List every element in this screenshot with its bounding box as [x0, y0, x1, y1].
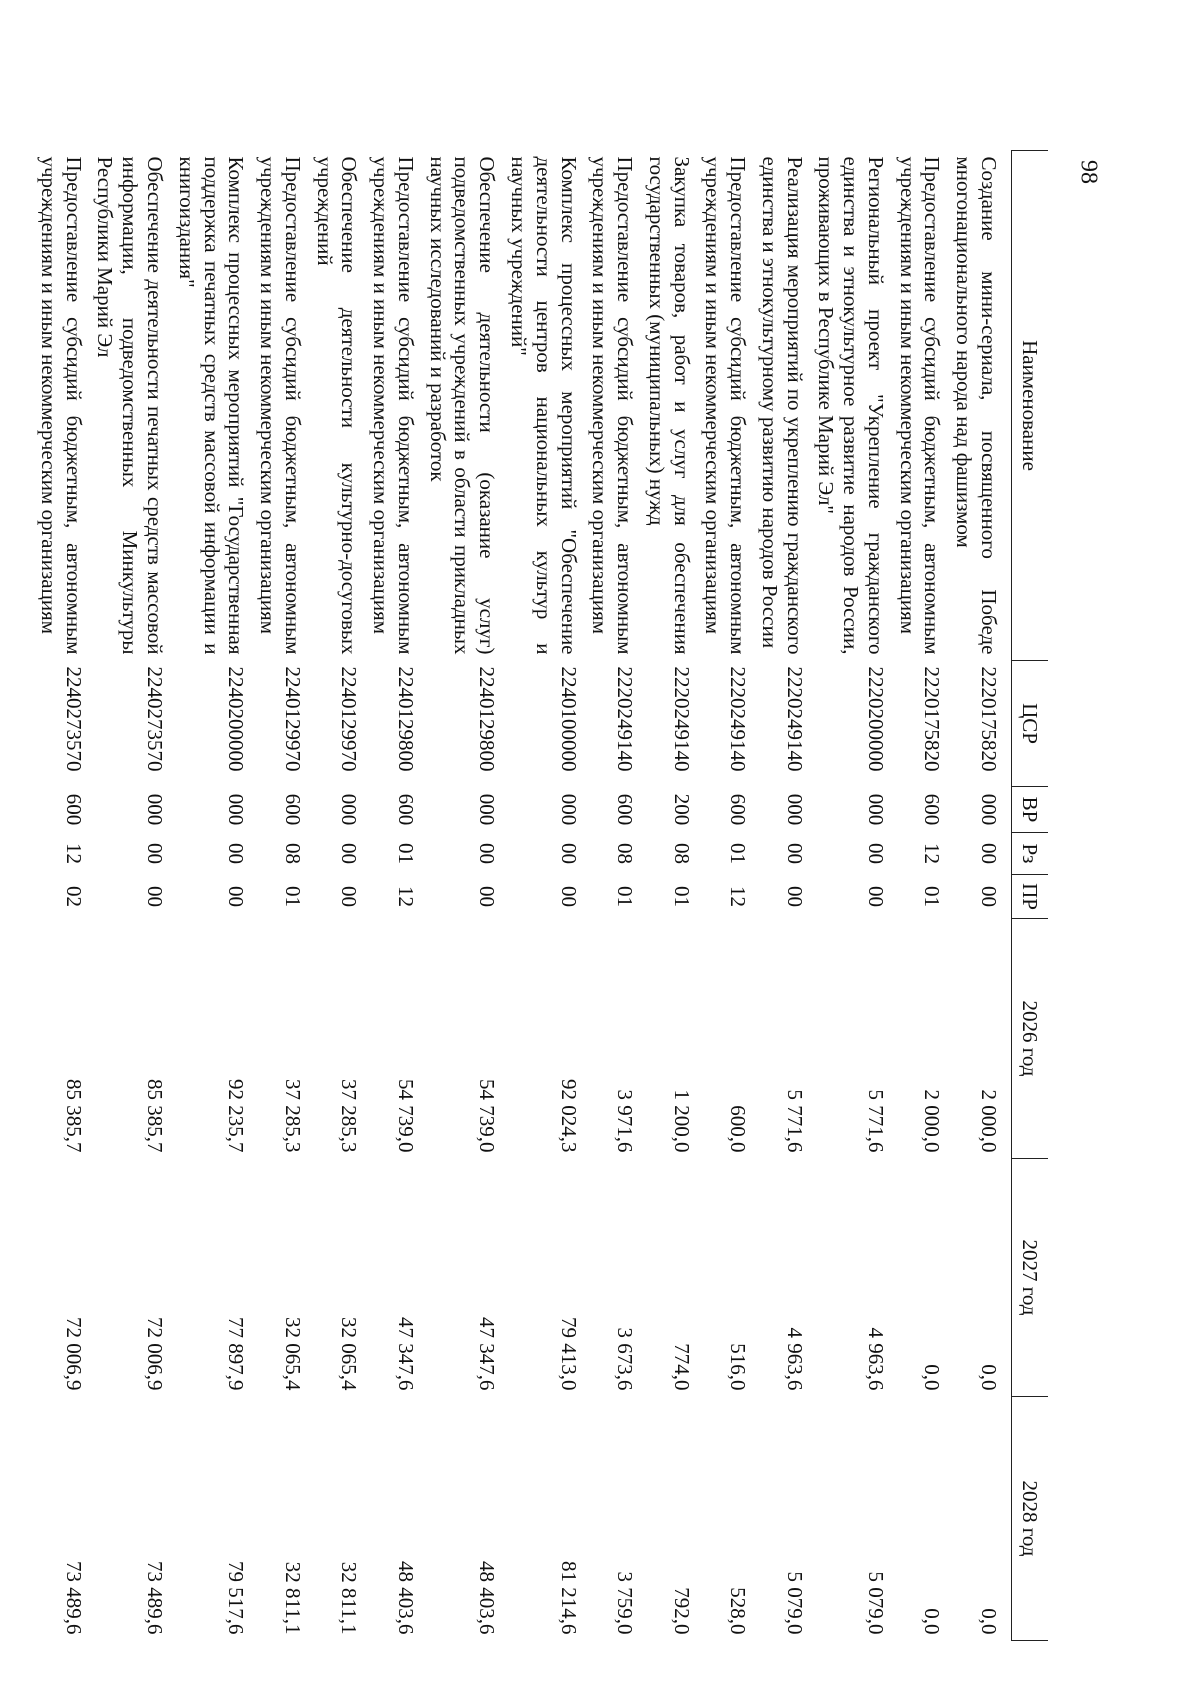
row-pr: 00: [143, 886, 168, 907]
row-2026: 5 771,6: [863, 1089, 888, 1153]
row-rz: 00: [224, 843, 249, 864]
row-rz: 12: [920, 843, 945, 864]
row-vr: 200: [669, 793, 694, 826]
rotated-page-content: [36, 150, 1048, 1640]
row-2027: 47 347,6: [393, 1317, 418, 1391]
row-2026: 92 235,7: [224, 1079, 249, 1153]
row-name: Создание мини-сериала, посвященного Победе многонационального народа над фашизмом: [952, 156, 1001, 655]
row-2026: 85 385,7: [143, 1079, 168, 1153]
row-pr: 12: [726, 886, 751, 907]
row-rz: 08: [280, 843, 305, 864]
table-row: [309, 151, 366, 1641]
table-row: [892, 151, 949, 1641]
table-row: [365, 151, 422, 1641]
row-vr: 000: [224, 793, 249, 826]
row-2027: 3 673,6: [613, 1327, 638, 1391]
row-2026: 54 739,0: [393, 1079, 418, 1153]
row-2027: 774,0: [669, 1343, 694, 1391]
row-2028: 0,0: [920, 1608, 945, 1635]
row-name: Обеспечение деятельности печатных средств массовой информации, подведомственных Минкультуры Республики Марий Эл: [93, 156, 168, 655]
row-pr: 00: [556, 886, 581, 907]
row-2026: 5 771,6: [782, 1089, 807, 1153]
row-vr: 600: [61, 793, 86, 826]
row-2027: 516,0: [726, 1343, 751, 1391]
table-row: [503, 151, 584, 1641]
row-pr: 00: [475, 886, 500, 907]
row-2028: 32 811,1: [337, 1561, 362, 1635]
table-row: [33, 151, 90, 1641]
row-2028: 3 759,0: [613, 1571, 638, 1635]
row-vr: 000: [475, 793, 500, 826]
row-csr: 2240273570: [143, 666, 168, 772]
row-csr: 2220200000: [863, 666, 888, 772]
row-2027: 72 006,9: [61, 1317, 86, 1391]
row-vr: 600: [920, 793, 945, 826]
table-row: [811, 151, 892, 1641]
row-name: Предоставление субсидий бюджетным, автономным учреждениям и иным некоммерческим организациям: [36, 156, 86, 655]
row-rz: 00: [143, 843, 168, 864]
row-pr: 00: [224, 886, 249, 907]
row-csr: 2220249140: [782, 666, 807, 772]
row-2027: 72 006,9: [143, 1317, 168, 1391]
row-2027: 79 413,0: [556, 1317, 581, 1391]
row-pr: 00: [337, 886, 362, 907]
row-rz: 00: [556, 843, 581, 864]
row-rz: 01: [726, 843, 751, 864]
header-csr: ЦСР: [1012, 661, 1049, 787]
row-2027: 77 897,9: [224, 1317, 249, 1391]
row-vr: 000: [782, 793, 807, 826]
row-2027: 4 963,6: [782, 1327, 807, 1391]
row-2026: 1 200,0: [669, 1089, 694, 1153]
budget-table: [33, 150, 1048, 1641]
row-name: Предоставление субсидий бюджетным, автономным учреждениям и иным некоммерческим организациям: [256, 156, 305, 655]
row-csr: 2240129970: [280, 666, 305, 772]
table-header-row: [1012, 151, 1049, 1641]
row-rz: 00: [337, 843, 362, 864]
row-2028: 792,0: [669, 1587, 694, 1635]
row-2028: 81 214,6: [556, 1561, 581, 1635]
row-2026: 92 024,3: [556, 1079, 581, 1153]
row-csr: 2240129970: [337, 666, 362, 772]
row-pr: 01: [613, 886, 638, 907]
row-2028: 48 403,6: [393, 1561, 418, 1635]
row-vr: 000: [337, 793, 362, 826]
row-2026: 37 285,3: [280, 1079, 305, 1153]
table-row: [948, 151, 1011, 1641]
row-name: Закупка товаров, работ и услуг для обеспечения государственных (муниципальных) нужд: [644, 156, 694, 655]
row-name: Комплекс процессных мероприятий "Государственная поддержка печатных средств массовой информации и книгоиздания": [174, 156, 249, 655]
row-2028: 32 811,1: [280, 1561, 305, 1635]
row-2026: 54 739,0: [475, 1079, 500, 1153]
row-pr: 01: [920, 886, 945, 907]
row-2028: 48 403,6: [475, 1561, 500, 1635]
table-row: [90, 151, 171, 1641]
row-2027: 0,0: [977, 1364, 1001, 1391]
row-csr: 2220175820: [920, 666, 945, 772]
table-row: [585, 151, 642, 1641]
row-pr: 12: [393, 886, 418, 907]
row-vr: 600: [393, 793, 418, 826]
row-2026: 85 385,7: [61, 1079, 86, 1153]
row-name: Реализация мероприятий по укреплению гражданского единства и этнокультурному развитию народов России: [757, 156, 807, 655]
table-row: [252, 151, 309, 1641]
row-vr: 000: [556, 793, 581, 826]
row-2027: 32 065,4: [337, 1317, 362, 1391]
row-rz: 08: [669, 843, 694, 864]
row-vr: 600: [280, 793, 305, 826]
table-row: [698, 151, 755, 1641]
row-name: Региональный проект "Укрепление гражданского единства и этнокультурное развитие народов России, проживающих в Республике Марий Эл": [814, 156, 888, 655]
header-vr: ВР: [1012, 787, 1049, 833]
table-row: [641, 151, 698, 1641]
row-pr: 00: [863, 886, 888, 907]
row-csr: 2240273570: [61, 666, 86, 772]
row-csr: 2220249140: [726, 666, 751, 772]
row-csr: 2240200000: [224, 666, 249, 772]
row-2026: 2 000,0: [920, 1089, 945, 1153]
row-csr: 2220175820: [977, 666, 1001, 772]
row-name: Предоставление субсидий бюджетным, автономным учреждениям и иным некоммерческим организациям: [701, 156, 751, 655]
row-rz: 00: [475, 843, 500, 864]
row-2026: 2 000,0: [977, 1089, 1001, 1153]
row-2027: 4 963,6: [863, 1327, 888, 1391]
row-rz: 00: [782, 843, 807, 864]
header-name: Наименование: [1012, 151, 1049, 661]
row-rz: 00: [977, 843, 1001, 864]
row-2028: 73 489,6: [61, 1561, 86, 1635]
row-2027: 0,0: [920, 1364, 945, 1391]
row-pr: 01: [280, 886, 305, 907]
row-rz: 00: [863, 843, 888, 864]
row-2026: 37 285,3: [337, 1079, 362, 1153]
row-pr: 01: [669, 886, 694, 907]
row-2028: 528,0: [726, 1587, 751, 1635]
row-csr: 2240100000: [556, 666, 581, 772]
row-2028: 5 079,0: [863, 1571, 888, 1635]
row-csr: 2240129800: [475, 666, 500, 772]
row-2028: 5 079,0: [782, 1571, 807, 1635]
row-name: Обеспечение деятельности культурно-досуговых учреждений: [312, 156, 362, 655]
row-pr: 00: [977, 886, 1001, 907]
header-pr: ПР: [1012, 875, 1049, 919]
table-row: [754, 151, 811, 1641]
row-vr: 600: [613, 793, 638, 826]
row-2026: 3 971,6: [613, 1089, 638, 1153]
row-vr: 000: [143, 793, 168, 826]
row-rz: 08: [613, 843, 638, 864]
row-2027: 32 065,4: [280, 1317, 305, 1391]
row-csr: 2220249140: [669, 666, 694, 772]
row-vr: 600: [726, 793, 751, 826]
row-csr: 2220249140: [613, 666, 638, 772]
table-row: [171, 151, 252, 1641]
row-pr: 00: [782, 886, 807, 907]
row-name: Комплекс процессных мероприятий "Обеспечение деятельности центров национальных культур и научных учреждений": [506, 156, 581, 655]
header-2028: 2028 год: [1012, 1397, 1049, 1641]
row-csr: 2240129800: [393, 666, 418, 772]
row-2028: 79 517,6: [224, 1561, 249, 1635]
row-2026: 600,0: [726, 1105, 751, 1153]
row-name: Обеспечение деятельности (оказание услуг) подведомственных учреждений в области прикладных научных исследований и разработок: [425, 156, 500, 655]
row-vr: 000: [977, 793, 1001, 826]
row-rz: 01: [393, 843, 418, 864]
row-2028: 73 489,6: [143, 1561, 168, 1635]
header-2026: 2026 год: [1012, 919, 1049, 1159]
row-2027: 47 347,6: [475, 1317, 500, 1391]
header-rz: Рз: [1012, 833, 1049, 875]
row-name: Предоставление субсидий бюджетным, автономным учреждениям и иным некоммерческим организациям: [588, 156, 638, 655]
header-2027: 2027 год: [1012, 1159, 1049, 1397]
page-number: 98: [1075, 160, 1102, 184]
row-name: Предоставление субсидий бюджетным, автономным учреждениям и иным некоммерческим организациям: [895, 156, 945, 655]
row-rz: 12: [61, 843, 86, 864]
row-pr: 02: [61, 886, 86, 907]
row-vr: 000: [863, 793, 888, 826]
table-row: [422, 151, 503, 1641]
row-2028: 0,0: [977, 1608, 1001, 1635]
row-name: Предоставление субсидий бюджетным, автономным учреждениям и иным некоммерческим организациям: [369, 156, 418, 655]
